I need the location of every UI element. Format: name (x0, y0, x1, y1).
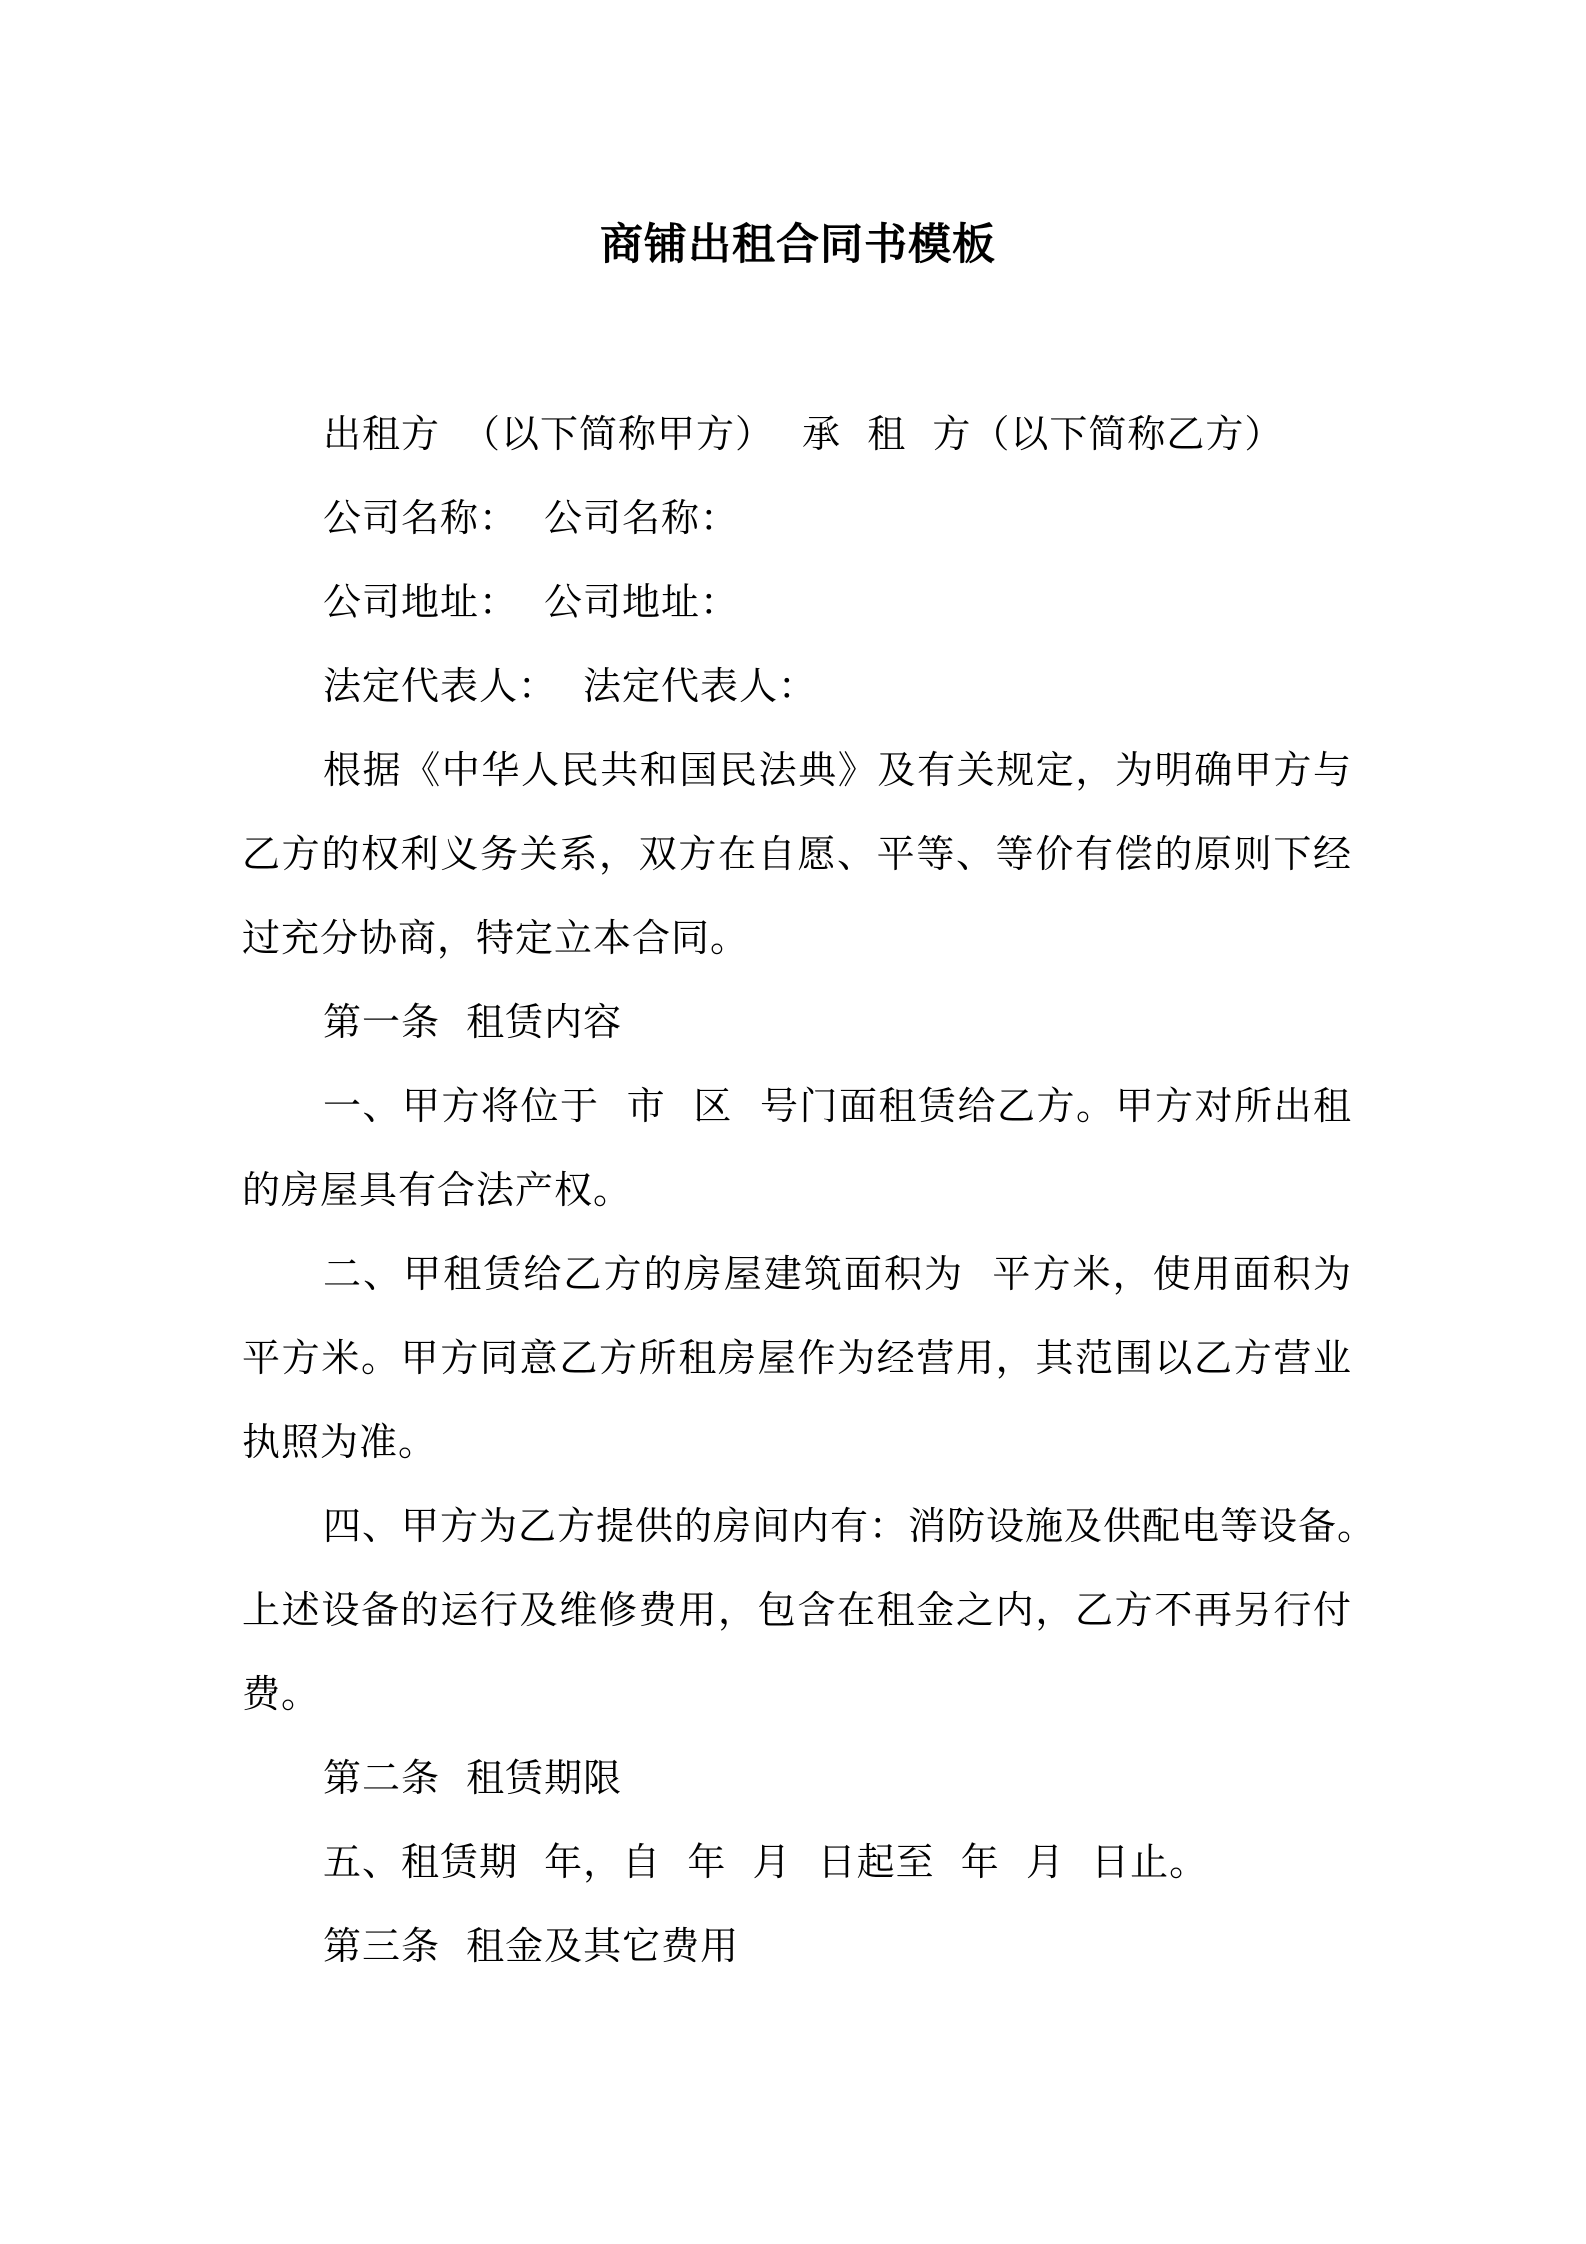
article1-item1-line-1: 一、甲方将位于 市 区 号门面租赁给乙方。甲方对所出租 (323, 1084, 1352, 1128)
document-title: 商铺出租合同书模板 (600, 220, 996, 270)
company-name-line (323, 490, 739, 546)
preamble-line-2: 乙方的权利义务关系，双方在自愿、平等、等价有偿的原则下经 (242, 832, 1352, 876)
preamble-line-1: 根据《中华人民共和国民法典》及有关规定，为明确甲方与 (323, 748, 1352, 792)
article2-item5: 五、租赁期 年，自 年 月 日起至 年 月 日止。 (323, 1840, 1209, 1884)
lessor-label: 出租方 (323, 412, 441, 456)
lessor-company-address-label: 公司地址： (323, 580, 519, 624)
lessor-legal-rep-label: 法定代表人： (323, 664, 558, 708)
article1-item2-line-1: 二、甲租赁给乙方的房屋建筑面积为 平方米，使用面积为 (323, 1252, 1352, 1296)
company-address-line (323, 574, 739, 630)
article1-item4-line-2: 上述设备的运行及维修费用，包含在租金之内，乙方不再另行付 (242, 1588, 1352, 1632)
lessee-legal-rep-label: 法定代表人： (583, 664, 818, 708)
lessee-company-name-label: 公司名称： (544, 496, 740, 540)
lessee-note: （以下简称乙方） (971, 412, 1284, 456)
preamble-line-3: 过充分协商，特定立本合同。 (242, 916, 750, 960)
lessor-company-name-label: 公司名称： (323, 496, 519, 540)
article2-heading: 第二条 租赁期限 (323, 1756, 623, 1800)
lessee-label: 承 租 方 (802, 412, 972, 456)
lessor-note: （以下简称甲方） (462, 412, 775, 456)
article1-item4-line-3: 费。 (242, 1672, 321, 1716)
lessee-company-address-label: 公司地址： (544, 580, 740, 624)
article3-heading: 第三条 租金及其它费用 (323, 1924, 740, 1968)
article1-item2-line-2: 平方米。甲方同意乙方所租房屋作为经营用，其范围以乙方营业 (242, 1336, 1352, 1380)
parties-line (323, 406, 1283, 462)
article1-item1-line-2: 的房屋具有合法产权。 (242, 1168, 633, 1212)
article1-item4-line-1: 四、甲方为乙方提供的房间内有：消防设施及供配电等设备。 (323, 1504, 1377, 1548)
legal-rep-line (323, 658, 817, 714)
article1-heading: 第一条 租赁内容 (323, 1000, 623, 1044)
article1-item2-line-3: 执照为准。 (242, 1420, 438, 1464)
